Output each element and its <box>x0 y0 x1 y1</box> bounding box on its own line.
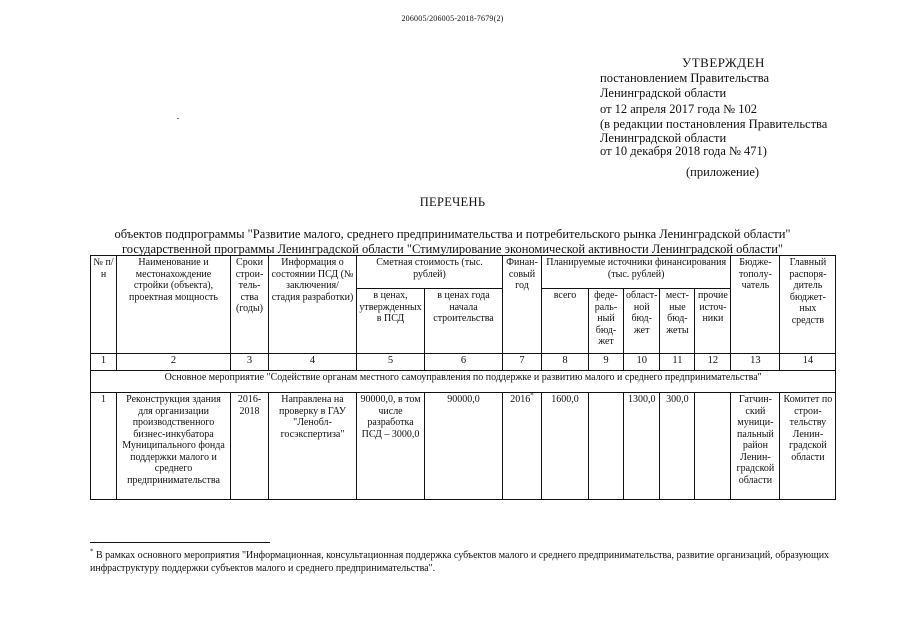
cell-psd-info: Направлена на проверку в ГАУ "Ленобл-госэкспертиза" <box>269 393 357 500</box>
header-other: прочие источ-ники <box>695 289 731 354</box>
header-federal: феде-раль-ный бюд-жет <box>589 289 624 354</box>
cell-manager: Комитет по строи-тельству Ленин-градской области <box>780 393 836 500</box>
header-name: Наименование и местонахождение стройки (объекта), проектная мощность <box>117 256 231 354</box>
column-number: 12 <box>695 354 731 371</box>
footnote-text: В рамках основного мероприятия "Информационная, консультационная поддержка субъектов малого и среднего предпринимательства, развитие организаций, образующих инфраструктуру поддержки субъектов малого и среднего предпринимательства". <box>90 550 830 574</box>
appendix-label: (приложение) <box>686 165 760 179</box>
header-total: всего <box>542 289 589 354</box>
document-id: 206005/206005-2018-7679(2) <box>401 14 504 23</box>
column-number: 3 <box>231 354 269 371</box>
column-number: 13 <box>731 354 780 371</box>
approval-line: (в редакции постановления Правительства <box>600 117 828 131</box>
cell-holder: Гатчин-ский муници-пальный район Ленин-градской области <box>731 393 780 500</box>
heading-line-1: объектов подпрограммы "Развитие малого, среднего предпринимательства и потребительского рынка Ленинградской области" <box>114 227 791 241</box>
cell-federal <box>589 393 624 500</box>
heading-title: ПЕРЕЧЕНЬ <box>419 195 486 209</box>
table-row <box>91 393 836 500</box>
column-number: 5 <box>357 354 425 371</box>
document-heading <box>0 195 905 257</box>
cell-num: 1 <box>91 393 117 500</box>
cell-regional: 1300,0 <box>624 393 660 500</box>
cell-cost-psd: 90000,0, в том числе разработка ПСД – 3000,0 <box>357 393 425 500</box>
approval-stamp <box>600 55 827 181</box>
header-holder: Бюдже-тополу-чатель <box>731 256 780 354</box>
approval-title: УТВЕРЖДЕН <box>682 55 765 70</box>
cell-local: 300,0 <box>660 393 695 500</box>
column-number: 2 <box>117 354 231 371</box>
cell-total: 1600,0 <box>542 393 589 500</box>
approval-line: Ленинградской области <box>600 86 727 100</box>
scan-speck <box>177 118 179 119</box>
heading-line-2: государственной программы Ленинградской области "Стимулирование экономической активности Ленинградской области" <box>121 242 784 256</box>
cell-fin-year <box>503 393 542 500</box>
column-number: 10 <box>624 354 660 371</box>
section-title: Основное мероприятие "Содействие органам местного самоуправления по поддержке и развитию малого и среднего предпринимательства" <box>91 371 836 393</box>
column-number-row <box>91 354 836 371</box>
column-number: 14 <box>780 354 836 371</box>
fin-year-value: 2016 <box>510 394 531 405</box>
column-number: 8 <box>542 354 589 371</box>
header-local: мест-ные бюд-жеты <box>660 289 695 354</box>
footnote-divider <box>90 542 270 543</box>
column-number: 4 <box>269 354 357 371</box>
header-cost: Сметная стоимость (тыс. рублей) <box>357 256 503 289</box>
header-sources: Планируемые источники финансирования (тыс. рублей) <box>542 256 731 289</box>
cell-name: Реконструкция здания для организации производственного бизнес-инкубатора Муниципального фонда поддержки малого и среднего предпринимательства <box>117 393 231 500</box>
cell-other <box>695 393 731 500</box>
column-number: 9 <box>589 354 624 371</box>
header-cost-start: в ценах года начала строительства <box>425 289 503 354</box>
approval-line: от 10 декабря 2018 года № 471) <box>600 143 767 158</box>
header-cost-psd: в ценах, утвержденных в ПСД <box>357 289 425 354</box>
header-num: № п/н <box>91 256 117 354</box>
header-fin-year: Финан-совый год <box>503 256 542 354</box>
cell-cost-start: 90000,0 <box>425 393 503 500</box>
header-regional: област-ной бюд-жет <box>624 289 660 354</box>
footnote-mark: * <box>90 547 94 556</box>
section-row <box>91 371 836 393</box>
approval-line: постановлением Правительства <box>600 70 770 85</box>
cell-terms: 2016-2018 <box>231 393 269 500</box>
header-row <box>91 256 836 289</box>
column-number: 1 <box>91 354 117 371</box>
header-terms: Сроки строи-тель-ства (годы) <box>231 256 269 354</box>
header-manager: Главный распоря-дитель бюджет-ных средств <box>780 256 836 354</box>
column-number: 7 <box>503 354 542 371</box>
objects-table <box>90 255 836 500</box>
column-number: 6 <box>425 354 503 371</box>
header-psd-info: Информация о состоянии ПСД (№ заключения/ стадия разработки) <box>269 256 357 354</box>
column-number: 11 <box>660 354 695 371</box>
approval-line: Ленинградской области <box>600 130 727 145</box>
footnote-ref: * <box>530 391 534 400</box>
approval-line: от 12 апреля 2017 года № 102 <box>600 101 757 116</box>
footnote <box>90 547 850 575</box>
